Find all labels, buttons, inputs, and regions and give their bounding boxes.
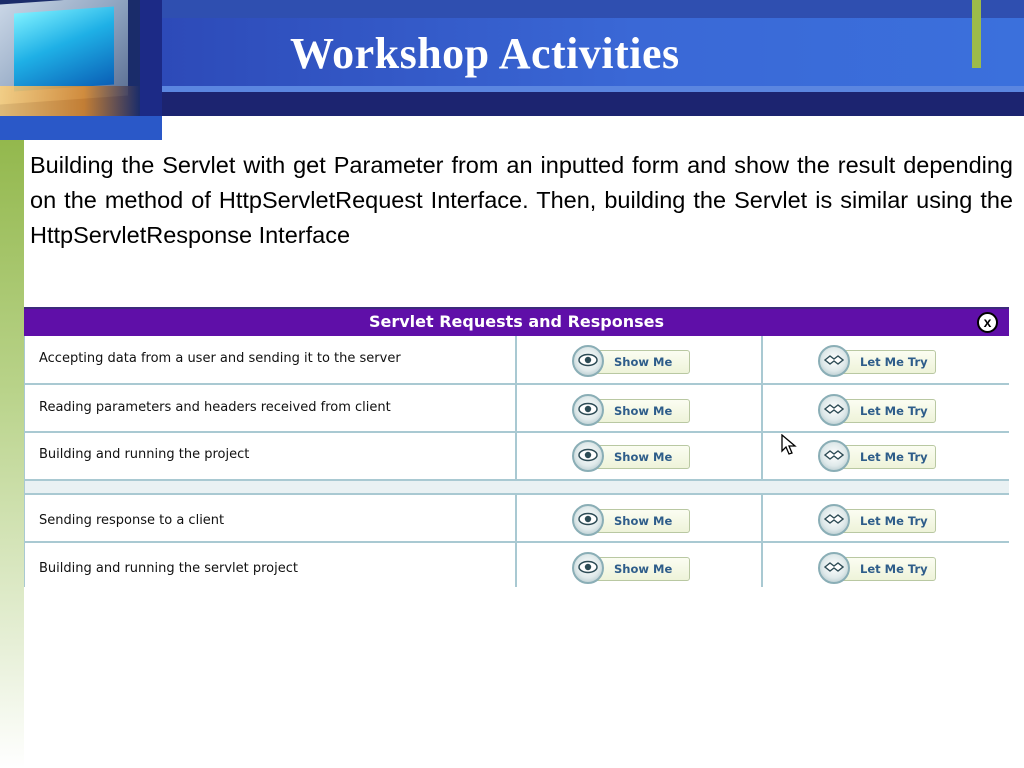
let-me-try-label: Let Me Try xyxy=(860,355,928,369)
column-divider xyxy=(761,495,763,587)
title-band-bottom xyxy=(162,92,1024,116)
let-me-try-button[interactable] xyxy=(818,397,936,423)
let-me-try-label: Let Me Try xyxy=(860,404,928,418)
slide-body-text: Building the Servlet with get Parameter from an inputted form and show the result depending on the method of HttpServletRequest Interface. Then, building the Servlet is similar using the HttpServletResponse Interface xyxy=(30,152,1013,248)
panel-title: Servlet Requests and Responses xyxy=(368,312,665,331)
show-me-label: Show Me xyxy=(614,514,673,528)
panel-header xyxy=(24,307,1009,336)
column-divider xyxy=(761,336,763,479)
activity-label: Building and running the project xyxy=(39,447,250,462)
show-me-button[interactable] xyxy=(572,443,690,469)
activity-label: Reading parameters and headers received from client xyxy=(39,400,391,415)
column-divider xyxy=(515,495,517,587)
let-me-try-button[interactable] xyxy=(818,555,936,581)
eye-icon xyxy=(572,394,604,426)
show-me-button[interactable] xyxy=(572,555,690,581)
accent-bar xyxy=(972,0,981,68)
monitor-screen xyxy=(14,7,114,92)
let-me-try-button[interactable] xyxy=(818,443,936,469)
let-me-try-label: Let Me Try xyxy=(860,514,928,528)
let-me-try-button[interactable] xyxy=(818,348,936,374)
panel-left-border xyxy=(24,336,25,587)
section-divider xyxy=(24,479,1009,495)
handshake-icon xyxy=(818,504,850,536)
show-me-label: Show Me xyxy=(614,450,673,464)
show-me-label: Show Me xyxy=(614,562,673,576)
handshake-icon xyxy=(818,394,850,426)
eye-icon xyxy=(572,345,604,377)
show-me-label: Show Me xyxy=(614,404,673,418)
show-me-button[interactable] xyxy=(572,348,690,374)
monitor-glow xyxy=(0,86,140,116)
handshake-icon xyxy=(818,440,850,472)
let-me-try-button[interactable] xyxy=(818,507,936,533)
title-band-top xyxy=(162,0,1024,18)
activities-panel xyxy=(24,307,1009,587)
let-me-try-label: Let Me Try xyxy=(860,562,928,576)
eye-icon xyxy=(572,552,604,584)
slide-title: Workshop Activities xyxy=(290,29,680,78)
eye-icon xyxy=(572,440,604,472)
activity-label: Accepting data from a user and sending it to the server xyxy=(39,351,401,366)
corner-block xyxy=(0,116,162,140)
let-me-try-label: Let Me Try xyxy=(860,450,928,464)
eye-icon xyxy=(572,504,604,536)
mouse-pointer-icon xyxy=(781,434,797,461)
close-button[interactable] xyxy=(977,312,998,333)
left-accent-strip xyxy=(0,140,24,768)
column-divider xyxy=(515,336,517,479)
activity-label: Building and running the servlet project xyxy=(39,561,298,576)
show-me-button[interactable] xyxy=(572,507,690,533)
close-icon: x xyxy=(983,314,992,330)
monitor-image xyxy=(0,0,140,116)
handshake-icon xyxy=(818,345,850,377)
show-me-label: Show Me xyxy=(614,355,673,369)
show-me-button[interactable] xyxy=(572,397,690,423)
handshake-icon xyxy=(818,552,850,584)
activity-label: Sending response to a client xyxy=(39,513,225,528)
